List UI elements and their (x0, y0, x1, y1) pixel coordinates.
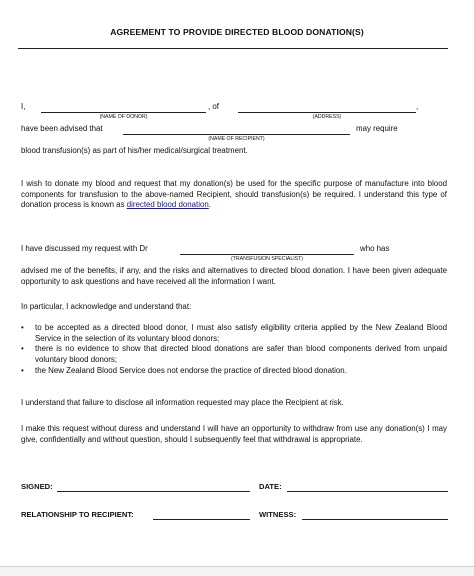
disclosure-paragraph: I understand that failure to disclose all information requested may place the Recipient at risk. (21, 398, 344, 407)
address-caption: (ADDRESS) (312, 114, 342, 120)
line1-comma: , (416, 102, 419, 111)
title-rule (18, 48, 448, 49)
form-title: AGREEMENT TO PROVIDE DIRECTED BLOOD DONATION(S) (110, 27, 364, 37)
signature-field[interactable] (57, 491, 250, 492)
relationship-field[interactable] (153, 519, 250, 520)
specialist-field[interactable] (180, 254, 354, 255)
recipient-name-field[interactable] (123, 134, 350, 135)
transfusion-line: blood transfusion(s) as part of his/her medical/surgical treatment. (21, 146, 248, 155)
advised-suffix: may require (356, 124, 398, 133)
acknowledge-intro: In particular, I acknowledge and understand that: (21, 302, 192, 311)
discussed-prefix: I have discussed my request with Dr (21, 244, 148, 253)
donor-name-field[interactable] (41, 112, 206, 113)
list-item: • to be accepted as a directed blood donor, I must also satisfy eligibility criteria applied by the New Zealand Blood Service in the selection of its voluntary blood donors; (21, 323, 447, 343)
discussion-paragraph: advised me of the benefits, if any, and the risks and alternatives to directed blood donation. I have been given adequate opportunity to ask questions and have received all the information I want. (21, 266, 447, 286)
specialist-caption: (TRANSFUSION SPECIALIST) (230, 256, 304, 262)
advised-prefix: have been advised that (21, 124, 103, 133)
witness-label: WITNESS: (259, 510, 297, 519)
date-field[interactable] (287, 491, 448, 492)
donation-purpose-paragraph: I wish to donate my blood and request that my donation(s) be used for the specific purpose of manufacture into blood components for transfusion to the above-named Recipient, should transfusion(s) be required. I understand this type of donation process is known as directed blood donation. (21, 179, 447, 210)
address-field[interactable] (238, 112, 416, 113)
relationship-label: RELATIONSHIP TO RECIPIENT: (21, 510, 134, 519)
withdrawal-paragraph: I make this request without duress and understand I will have an opportunity to withdraw from use any donation(s) I may give, confidentially and without question, should I subsequently feel that withdrawal is appropriate. (21, 424, 447, 444)
date-label: DATE: (259, 482, 282, 491)
list-item: • there is no evidence to show that directed blood donations are safer than blood components derived from unpaid voluntary blood donors; (21, 344, 447, 365)
witness-field[interactable] (302, 519, 448, 520)
page-footer-strip (0, 566, 474, 576)
signed-label: SIGNED: (21, 482, 53, 491)
acknowledgement-list (21, 323, 447, 377)
discussed-suffix: who has (360, 244, 390, 253)
donor-caption: (NAME OF DONOR) (99, 114, 148, 120)
list-item: • the New Zealand Blood Service does not endorse the practice of directed blood donation. (21, 365, 347, 375)
donation-purpose-text: I wish to donate my blood and request that my donation(s) be used for the specific purpose of manufacture into blood components for transfusion to the above-named Recipient, should transfusion(s) be required. I understand this type of donation process is known as (21, 179, 447, 210)
address-prefix: , of (208, 102, 219, 111)
recipient-caption: (NAME OF RECIPIENT) (208, 136, 265, 142)
directed-donation-link[interactable]: directed blood donation (126, 200, 209, 210)
donor-prefix: I, (21, 102, 26, 111)
